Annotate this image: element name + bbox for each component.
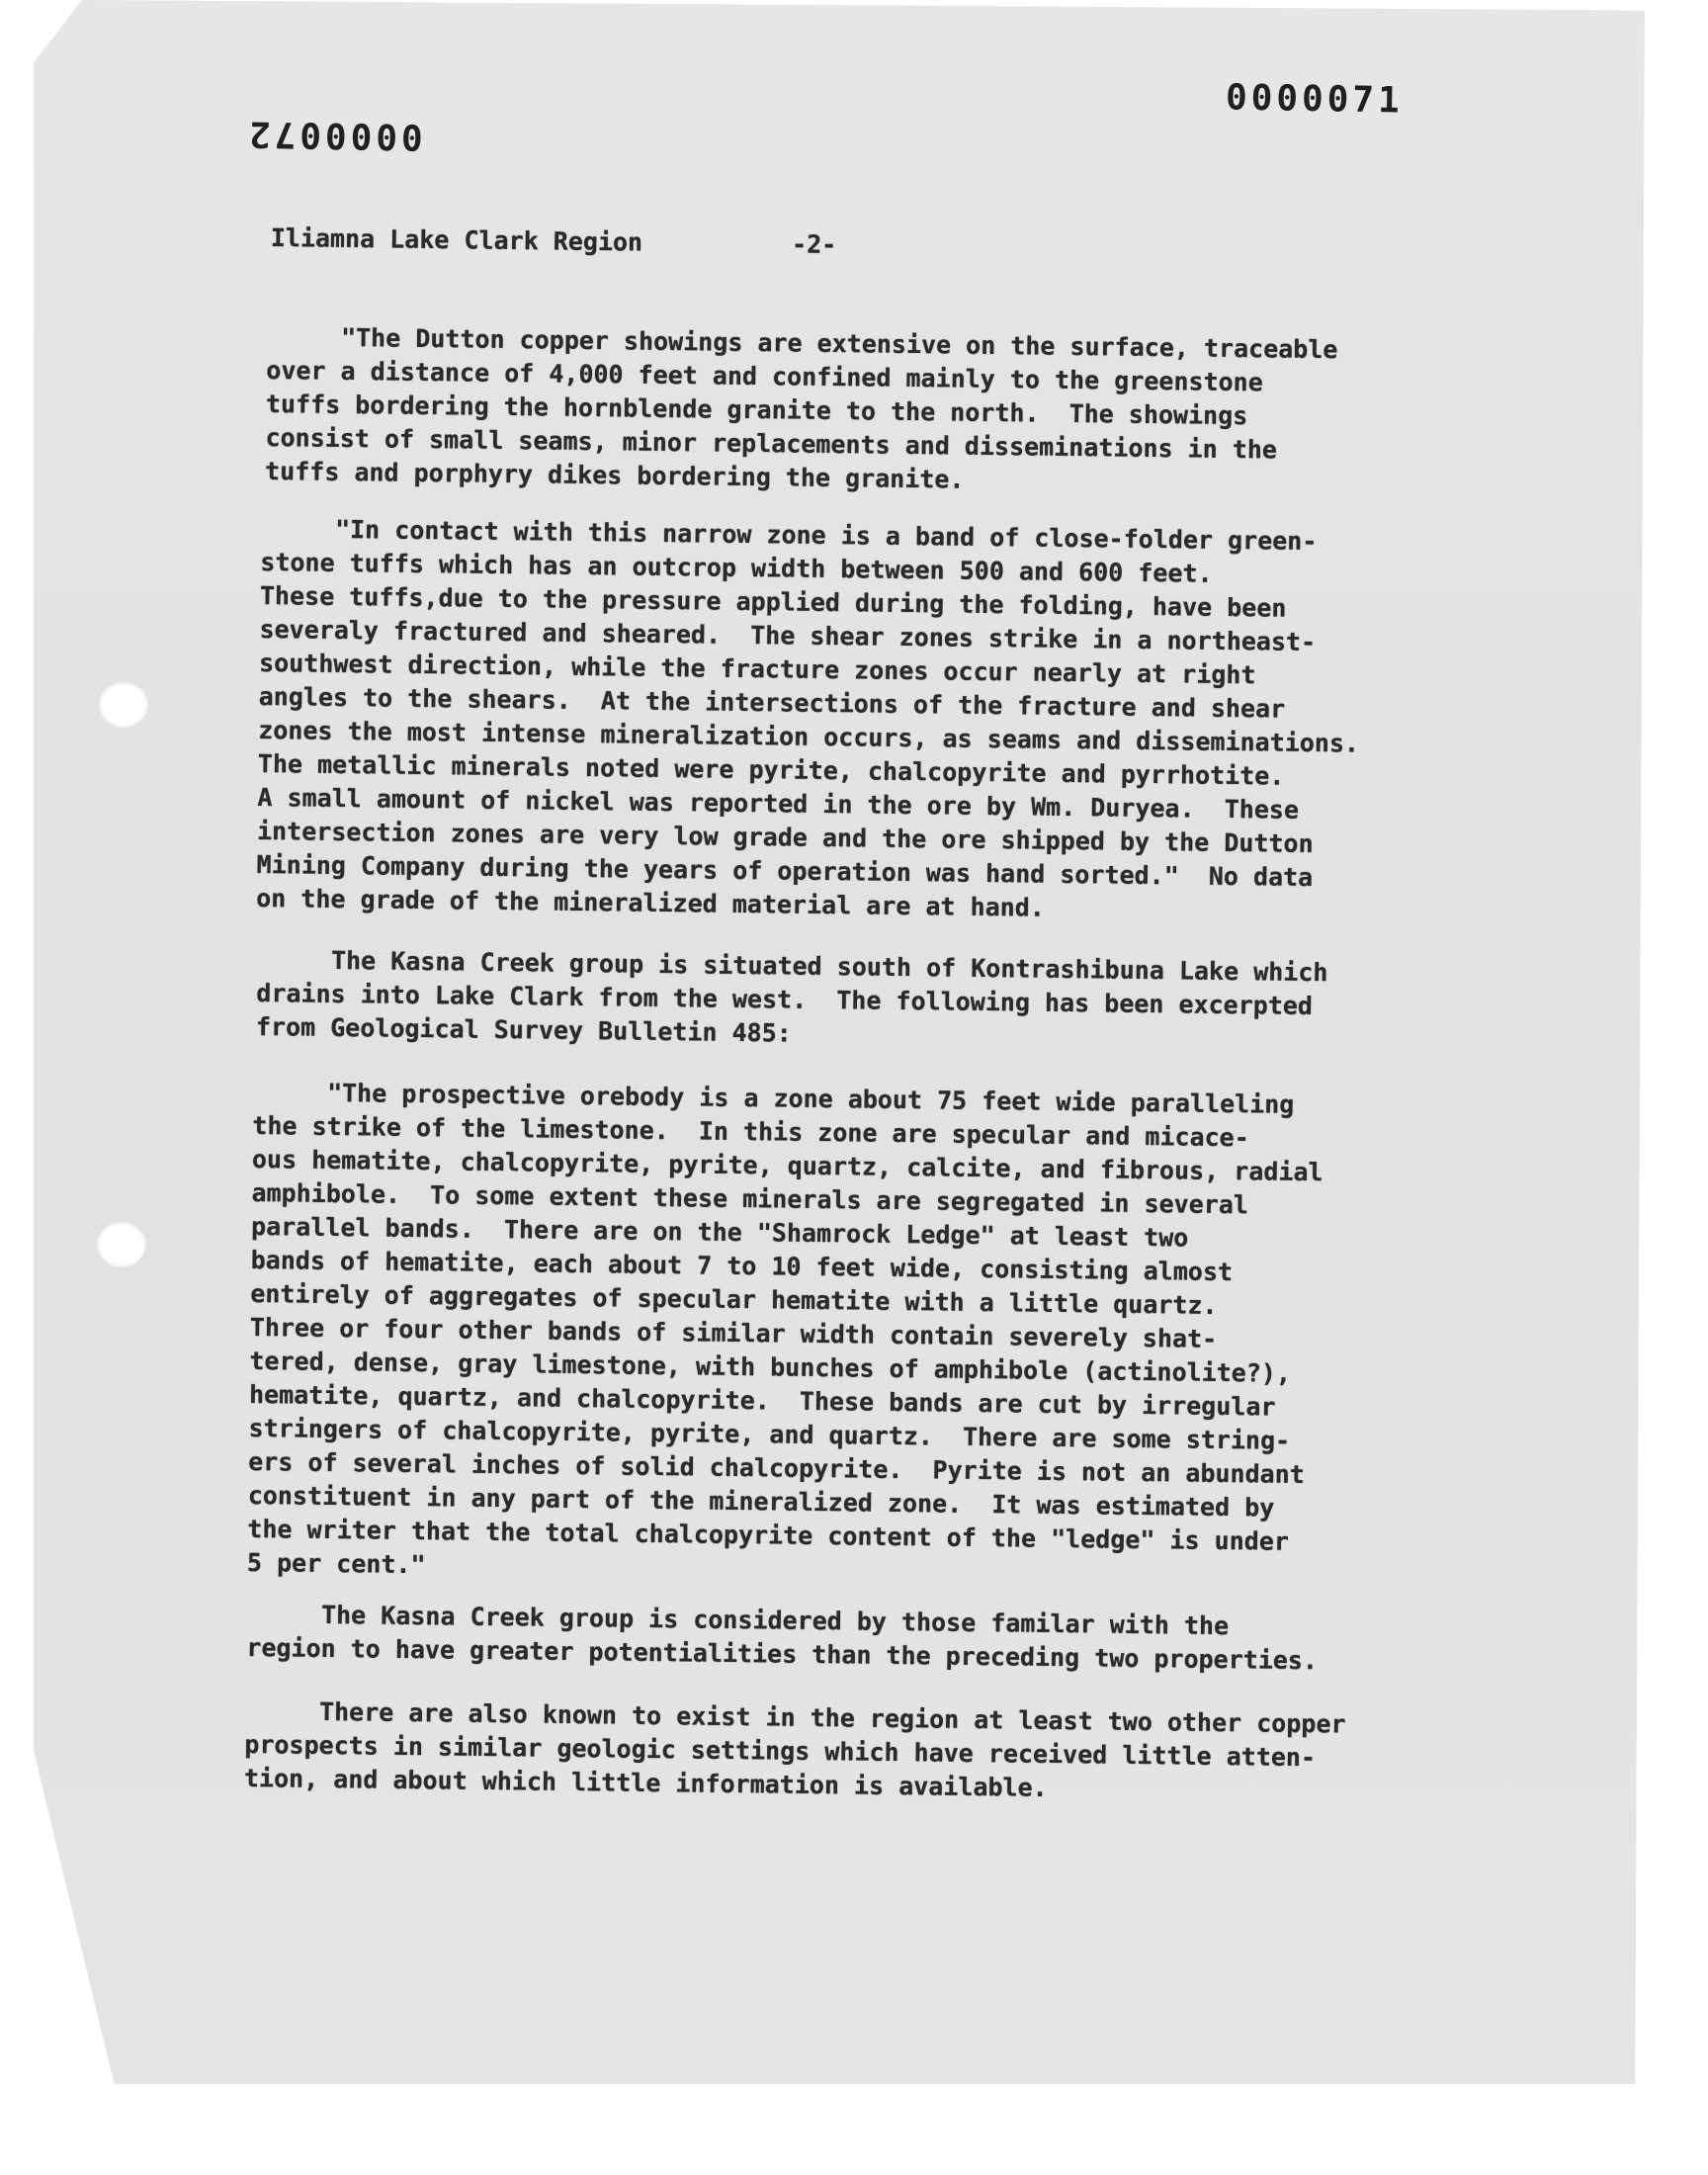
paragraph-kasna-creek-intro: The Kasna Creek group is situated south of Kontrashibuna Lake which drains into Lake Clark from the west. The following has been excerpted from Geological Survey Bulletin 485:	[255, 944, 1328, 1048]
paragraph-prospective-orebody: "The prospective orebody is a zone about 75 feet wide paralleling the strike of the limestone. In this zone are specular and micace- ous hematite, chalcopyrite, pyrite, quartz, calcite, and fibrous, radial amphibole. To some extent these minerals are segregated in several parallel bands. There are on the "Shamrock Ledge" at least two bands of hematite, each about 7 to 10 feet wide, consisting almost entirely of aggregates of specular hematite with a little quartz. Three or four other bands of similar width contain severely shat- tered, dense, gray limestone, with bunches of amphibole (actinolite?), hematite, quartz, and chalcopyrite. These bands are cut by irregular stringers of chalcopyrite, pyrite, and quartz. There are some string- ers of several inches of solid chalcopyrite. Pyrite is not an abundant constituent in any part of the mineralized zone. It was estimated by the writer that the total chalcopyrite content of the "ledge" is under 5 per cent."	[246, 1077, 1324, 1580]
paragraph-contact-zone: "In contact with this narrow zone is a band of close-folder green- stone tuffs which has an outcrop width between 500 and 600 feet. These tuffs,due to the pressure applied during the folding, have been severaly fractured and sheared. The shear zones strike in a northeast- southwest direction, while the fracture zones occur nearly at right angles to the shears. At the intersections of the fracture and shear zones the most intense mineralization occurs, as seams and disseminations. The metallic minerals noted were pyrite, chalcopyrite and pyrrhotite. A small amount of nickel was reported in the ore by Wm. Duryea. These intersection zones are very low grade and the ore shipped by the Dutton Mining Company during the years of operation was hand sorted." No data on the grade of the mineralized material are at hand.	[256, 513, 1360, 922]
paragraph-other-prospects: There are also known to exist in the region at least two other copper prospects in similar geologic settings which have received little atten- tion, and about which little information is available.	[243, 1696, 1346, 1802]
header-title: Iliamna Lake Clark Region	[270, 223, 643, 257]
inverted-document-number-stamp: 0000072	[244, 113, 424, 157]
punch-hole-lower	[97, 1222, 146, 1267]
paragraph-kasna-potential: The Kasna Creek group is considered by those familar with the region to have greater potentialities than the preceding two properties.	[246, 1599, 1319, 1676]
paragraph-dutton-showings: "The Dutton copper showings are extensive on the surface, traceable over a distance of 4,000 feet and confined mainly to the greenstone tuffs bordering the hornblende granite to the north. The showings consist of small seams, minor replacements and disseminations in the tuffs and porphyry dikes bordering the granite.	[264, 321, 1338, 494]
header-page-number: -2-	[791, 229, 837, 259]
punch-hole-upper	[99, 682, 148, 728]
document-number-stamp: 0000071	[1225, 77, 1405, 122]
